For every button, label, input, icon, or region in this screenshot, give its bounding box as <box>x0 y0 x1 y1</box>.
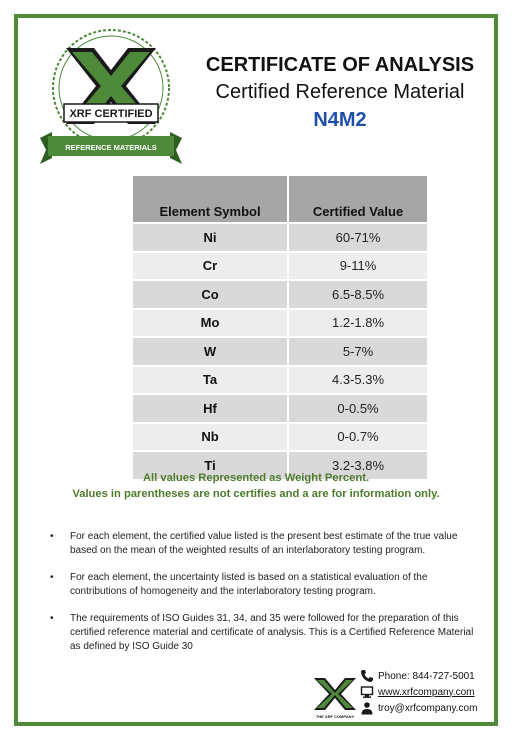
material-code: N4M2 <box>313 109 367 131</box>
list-item: • For each element, the uncertainty listed is based on a statistical evaluation of the contributions of homogeneity and the interlaboratory testing program. <box>50 571 480 599</box>
page-subtitle: Certified Reference Material <box>215 81 465 103</box>
xrf-company-logo <box>312 676 358 720</box>
table-row <box>133 394 427 423</box>
phone-number: Phone: 844-727-5001 <box>378 670 475 682</box>
column-header-certified-value: Certified Value <box>288 176 427 223</box>
certified-value: 60-71% <box>288 223 427 252</box>
table-row <box>133 423 427 452</box>
table-row <box>133 366 427 395</box>
contact-website <box>356 684 492 700</box>
note-line-1: All values Represented as Weight Percent. <box>142 472 370 484</box>
contact-email <box>356 700 492 716</box>
email-address[interactable]: troy@xrfcompany.com <box>378 702 478 714</box>
table-row <box>133 223 427 252</box>
table-row <box>133 337 427 366</box>
element-symbol: Nb <box>133 423 288 452</box>
logo-caption: THE XRF COMPANY <box>315 714 355 719</box>
element-symbol: Cr <box>133 252 288 281</box>
certified-value: 0-0.7% <box>288 423 427 452</box>
list-item: • The requirements of ISO Guides 31, 34, and 35 were followed for the preparation of this certified reference material and certificate of analysis. This is a Certified Reference Material as defined by ISO Guide 30 <box>50 612 480 654</box>
element-symbol: Hf <box>133 394 288 423</box>
certified-value: 3.2-3.8% <box>288 451 427 479</box>
element-symbol: Ti <box>133 451 288 479</box>
element-symbol: W <box>133 337 288 366</box>
element-symbol: Ni <box>133 223 288 252</box>
element-symbol: Co <box>133 280 288 309</box>
list-item: • For each element, the certified value listed is the present best estimate of the true value based on the mean of the weighted results of an interlaboratory testing program. <box>50 530 480 558</box>
certified-value: 1.2-1.8% <box>288 309 427 338</box>
certification-bullets <box>50 530 480 667</box>
page-title: CERTIFICATE OF ANALYSIS <box>205 54 475 76</box>
table-row <box>133 252 427 281</box>
website-link[interactable]: www.xrfcompany.com <box>378 686 475 698</box>
contact-info <box>356 668 492 716</box>
logo-ribbon-text: REFERENCE MATERIALS <box>65 143 157 152</box>
certified-value: 9-11% <box>288 252 427 281</box>
contact-phone <box>356 668 492 684</box>
certified-value: 5-7% <box>288 337 427 366</box>
computer-icon <box>356 685 378 699</box>
logo-badge-text: XRF CERTIFIED <box>69 108 153 120</box>
element-symbol: Mo <box>133 309 288 338</box>
table-header-row <box>133 176 427 223</box>
certified-value: 0-0.5% <box>288 394 427 423</box>
column-header-element-symbol: Element Symbol <box>133 176 288 223</box>
note-line-2: Values in parentheses are not certifies and a are for information only. <box>72 488 440 500</box>
table-row <box>133 280 427 309</box>
person-icon <box>356 701 378 715</box>
table-row <box>133 309 427 338</box>
certified-value: 4.3-5.3% <box>288 366 427 395</box>
phone-icon <box>356 669 378 683</box>
header <box>190 52 490 134</box>
weight-percent-notes <box>40 470 472 502</box>
element-symbol: Ta <box>133 366 288 395</box>
certified-value: 6.5-8.5% <box>288 280 427 309</box>
xrf-certified-logo <box>36 26 186 166</box>
certified-values-table <box>133 176 427 479</box>
